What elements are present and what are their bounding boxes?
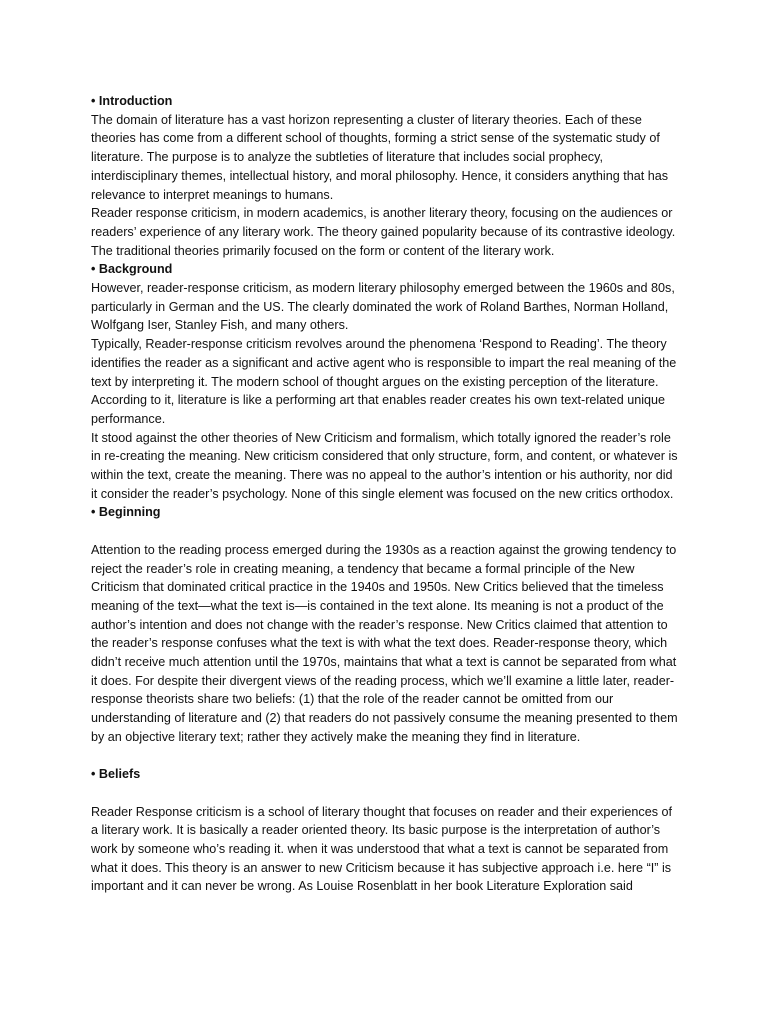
beginning-paragraph-1: Attention to the reading process emerged during the 1930s as a reaction against the growing tendency to reject the reader’s role in creating meaning, a tendency that became a formal principle of the New Criticism that dominated critical practice in the 1940s and 1950s. New Critics believed that the timeless meaning of the text—what the text is—is contained in the text alone. Its meaning is not a product of the author’s intention and does not change with the reader’s response. New Critics claimed that attention to the reader’s response confuses what the text is with what the text does. Reader-response theory, which didn’t receive much attention until the 1970s, maintains that what a text is cannot be separated from what it does. For despite their divergent views of the reading process, which we’ll examine a little later, reader-response theorists share two beliefs: (1) that the role of the reader cannot be omitted from our understanding of literature and (2) that readers do not passively consume the meaning presented to them by an objective literary text; rather they actively make the meaning they find in literature.	[91, 542, 678, 744]
background-paragraph-2: Typically, Reader-response criticism revolves around the phenomena ‘Respond to Reading’. The theory identifies the reader as a significant and active agent who is responsible to impart the real meaning of the text by interpreting it. The modern school of thought argues on the existing perception of the literature. According to it, literature is like a performing art that enables reader creates his own text-related unique performance.	[91, 337, 677, 426]
background-paragraph-3: It stood against the other theories of New Criticism and formalism, which totally ignored the reader’s role in re-creating the meaning. New criticism considered that only structure, form, and content, or whatever is within the text, create the meaning. There was no appeal to the author’s intention or his authority, nor did it consider the reader’s psychology. None of this single element was focused on the new critics orthodox.	[91, 430, 678, 501]
spacer	[91, 522, 681, 541]
spacer	[91, 784, 681, 803]
beliefs-heading: • Beliefs	[91, 767, 141, 782]
beliefs-paragraph-1: Reader Response criticism is a school of literary thought that focuses on reader and their experiences of a literary work. It is basically a reader oriented theory. Its basic purpose is the interpretation of author’s work by someone who’s reading it. when it was understood that what a text is cannot be separated from what it does. This theory is an answer to new Criticism because it has subjective approach i.e. here “I” is important and it can never be wrong. As Louise Rosenblatt in her book Literature Exploration said	[91, 804, 673, 894]
document-body	[91, 92, 681, 896]
introduction-paragraph-2: Reader response criticism, in modern academics, is another literary theory, focusing on the audiences or readers’ experience of any literary work. The theory gained popularity because of its contrastive ideology. The traditional theories primarily focused on the form or content of the literary work.	[91, 206, 676, 258]
background-paragraph-1: However, reader-response criticism, as modern literary philosophy emerged between the 1960s and 80s, particularly in German and the US. The clearly dominated the work of Roland Barthes, Norman Holland, Wolfgang Iser, Stanley Fish, and many others.	[91, 281, 675, 333]
background-heading: • Background	[91, 262, 173, 277]
introduction-paragraph-1: The domain of literature has a vast horizon representing a cluster of literary theories. Each of these theories has come from a different school of thoughts, forming a strict sense of the systematic study of literature. The purpose is to analyze the subtleties of literature that includes social prophecy, interdisciplinary themes, intellectual history, and moral philosophy. Hence, it considers anything that has relevance to interpret meanings to humans.	[91, 112, 669, 202]
spacer	[91, 747, 681, 766]
introduction-heading: • Introduction	[91, 94, 173, 108]
beginning-heading: • Beginning	[91, 505, 161, 520]
